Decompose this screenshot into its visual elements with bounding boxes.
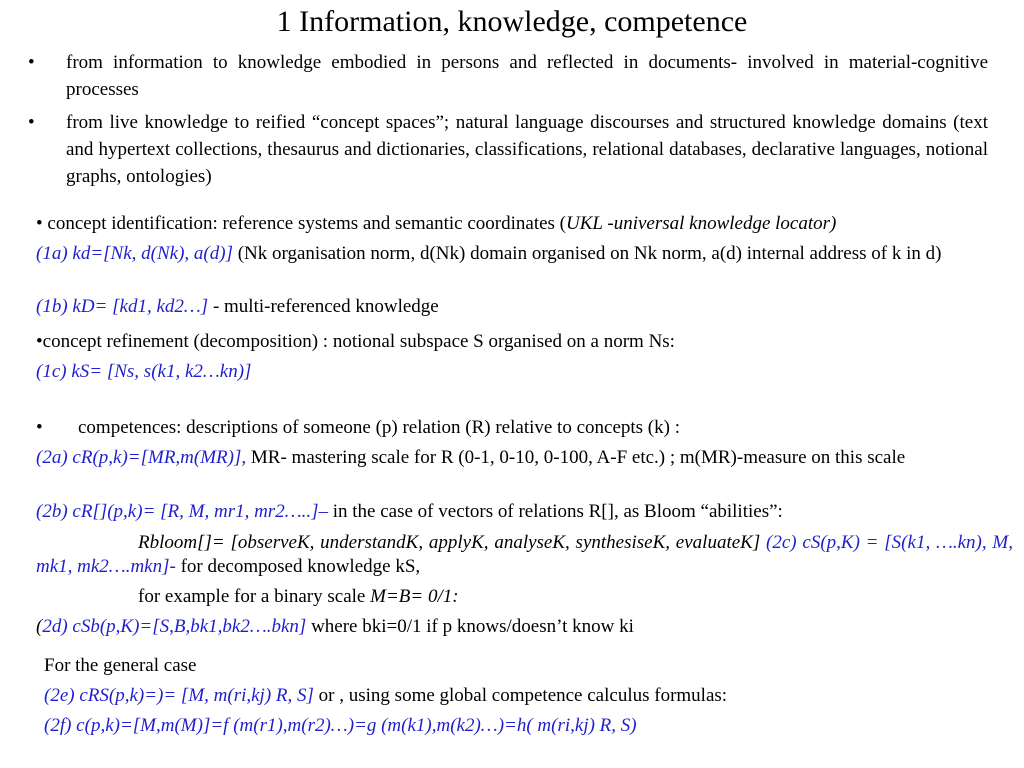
competences-intro-text: competences: descriptions of someone (p) relation (R) relative to concepts (k) : — [78, 417, 680, 438]
bullet-dot: • — [28, 112, 35, 133]
formula-2f: (2f) c(p,k)=[M,m(M)]=f (m(r1),m(r2)…)=g (m(k1),m(k2)…)=h( m(ri,kj) R, S) — [44, 715, 637, 736]
bullet-dot: • — [28, 52, 35, 73]
formula-2a: (2a) cR(p,k)=[MR,m(MR)], — [36, 447, 247, 468]
formula-2d-paren: ( — [36, 616, 43, 637]
formula-2e-line — [44, 684, 1013, 708]
concept-refinement: •concept refinement (decomposition) : notional subspace S organised on a norm Ns: — [36, 331, 675, 352]
formula-2b-line — [36, 500, 1013, 524]
formula-1a-line — [36, 242, 1013, 266]
concept-identification — [36, 212, 1013, 236]
formula-2d-line — [36, 615, 1013, 639]
formula-2a-description: MR- mastering scale for R (0-1, 0-10, 0-100, A-F etc.) ; m(MR)-measure on this scale — [246, 447, 906, 468]
formula-2c: (2c) cS(p,K) = [S(k1, ….kn), M, mk1, mk2….mkn]- — [36, 532, 1013, 577]
formula-2e: (2e) cRS(p,k)=)= [M, m(ri,kj) R, S] — [44, 685, 314, 706]
binary-scale-text: for example for a binary scale — [138, 586, 371, 607]
formula-1b-description: - multi-referenced knowledge — [208, 296, 439, 317]
formula-2b-description: in the case of vectors of relations R[], as Bloom “abilities”: — [328, 501, 783, 522]
bullet-text: from information to knowledge embodied in persons and reflected in documents- involved in material-cognitive processes — [66, 52, 988, 100]
formula-1c: (1c) kS= [Ns, s(k1, k2…kn)] — [36, 361, 252, 382]
formula-1b: (1b) kD= [kd1, kd2…] — [36, 296, 209, 317]
bullet-dot: • — [36, 417, 43, 438]
ukl-label: UKL -universal knowledge locator) — [566, 213, 837, 234]
formula-1a: (1a) kd=[Nk, d(Nk), a(d)] — [36, 243, 233, 264]
slide-title: 1 Information, knowledge, competence — [276, 5, 748, 38]
formula-2b: (2b) cR[](p,k)= [R, M, mr1, mr2…..]– — [36, 501, 328, 522]
general-case-heading: For the general case — [44, 655, 197, 676]
formula-1b-line — [36, 295, 1013, 319]
formula-2e-description: or , using some global competence calculus formulas: — [313, 685, 728, 706]
concept-identification-text: • concept identification: reference systems and semantic coordinates ( — [36, 213, 566, 234]
formula-1a-description: (Nk organisation norm, d(Nk) domain organised on Nk norm, a(d) internal address of k in d) — [232, 243, 942, 264]
binary-scale-formula: M=B= 0/1: — [370, 586, 459, 607]
competences-intro — [36, 416, 1013, 440]
formula-2c-description: for decomposed knowledge kS, — [175, 556, 421, 577]
rbloom-and-2c-line — [36, 531, 1013, 579]
formula-2d-description: where bki=0/1 if p knows/doesn’t know ki — [306, 616, 634, 637]
rbloom-formula: Rbloom[]= [observeK, understandK, applyK, analyseK, synthesiseK, evaluateK] — [138, 532, 761, 553]
bullet-text: from live knowledge to reified “concept spaces”; natural language discourses and structured knowledge domains (text and hypertext collections, thesaurus and dictionaries, classifications, relational databases, declarative languages, notional graphs, ontologies) — [66, 112, 988, 187]
binary-scale-example — [138, 585, 459, 609]
formula-2d: 2d) cSb(p,K)=[S,B,bk1,bk2….bkn] — [42, 616, 307, 637]
formula-2a-line — [36, 446, 1013, 470]
